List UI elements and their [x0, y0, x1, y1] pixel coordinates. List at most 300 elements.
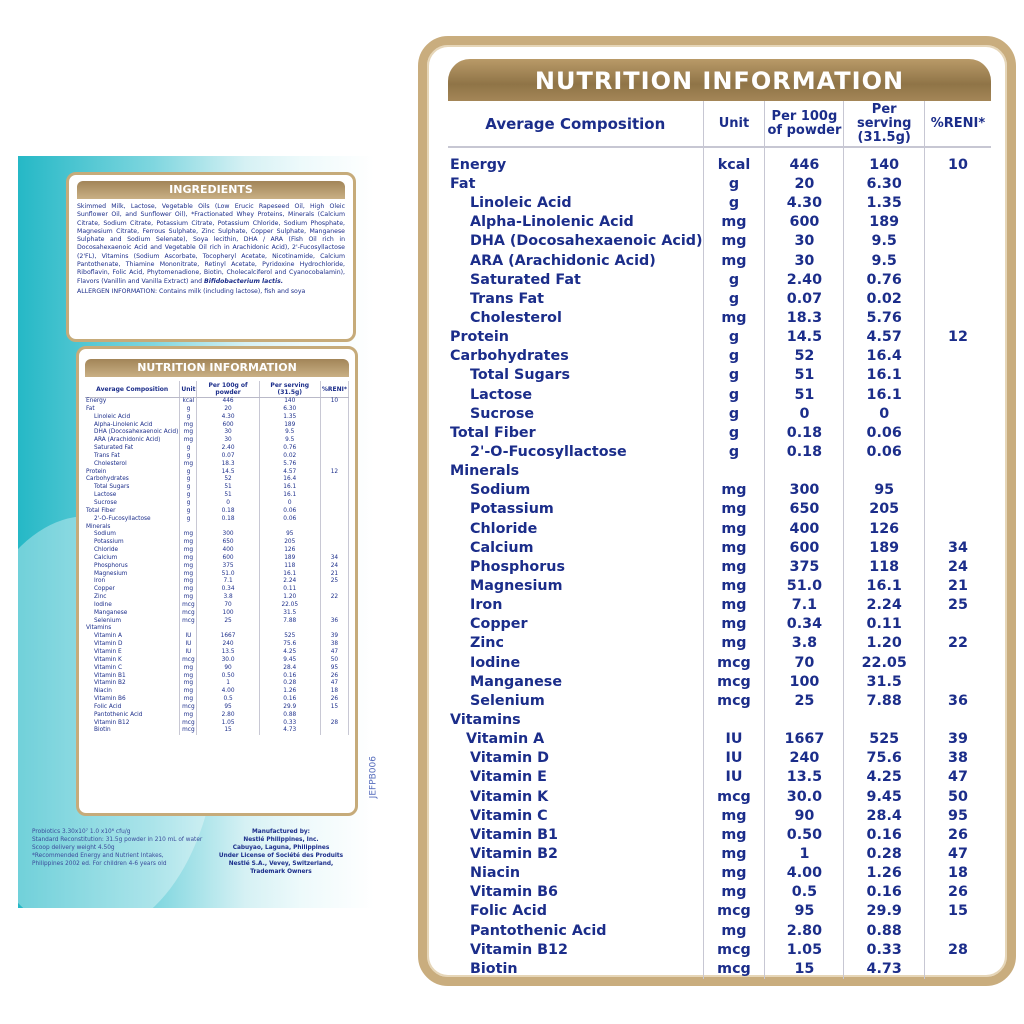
- mini-table-row: [85, 555, 349, 563]
- cell-reni: 38: [948, 750, 968, 767]
- mini-cell-p100: 51: [197, 492, 259, 500]
- cell-unit: g: [703, 290, 765, 309]
- cell-unit: IU: [703, 730, 765, 749]
- cell-reni: [924, 290, 991, 309]
- mini-table-row: [85, 680, 349, 688]
- mini-cell-serving: 4.57: [259, 469, 320, 477]
- cell-name: Chloride: [448, 520, 703, 539]
- mini-cell-unit: mcg: [180, 727, 197, 735]
- manufacturer-line: Nestlé Philippines, Inc.: [243, 837, 319, 843]
- mini-cell-unit: mg: [180, 578, 197, 586]
- mini-cell-unit: mg: [180, 571, 197, 579]
- mini-cell-p100: 51: [197, 484, 259, 492]
- mini-nutrition-rows: [85, 398, 349, 736]
- cell-unit: mg: [703, 500, 765, 519]
- cell-serving: 140: [844, 147, 925, 175]
- mini-cell-reni: [320, 508, 348, 516]
- cell-reni: 39: [948, 731, 968, 748]
- mini-cell-serving: 2.24: [259, 578, 320, 586]
- manufacturer-line: Under License of Société des Produits: [218, 853, 344, 859]
- cell-unit: mg: [703, 864, 765, 883]
- mini-cell-serving: 0.11: [259, 586, 320, 594]
- mini-table-row: [85, 492, 349, 500]
- ingredients-list: Skimmed Milk, Lactose, Vegetable Oils (Low Erucic Rapeseed Oil, High Oleic Sunflower Oil, and Sunflower Oil), *Fractionated Whey Proteins, Minerals (Calcium Citrate, Sodium Citrate, Potassium Citrate, Potassium Chloride, Sodium Phosphate, Magnesium Citrate, Ferrous Sulphate, Zinc Sulphate, Copper Sulphate, Manganese Sulphate and Sodium Selenate), Soya lecithin, DHA / ARA (Fish Oil rich in Docosahexaenoic Acid and Vegetable Oil rich in Arachidonic Acid), 2'-Fucosyllactose (2'FL), Vitamins (Sodium Ascorbate, Tocopheryl Acetate, Nicotinamide, Calcium Pantothenate, Thiamine Mononitrate, Retinyl Acetate, Pyridoxine Hydrochloride, Riboflavin, Folic Acid, Phytomenadione, Biotin, Cholecalciferol and Cyanocobalamin), Flavors (Vanillin and Vanilla Extract) and: [77, 203, 345, 285]
- table-row: [448, 941, 991, 960]
- mini-cell-unit: g: [180, 469, 197, 477]
- mini-cell-serving: 5.76: [259, 461, 320, 469]
- cell-p100: 650: [765, 500, 844, 519]
- header-composition: Average Composition: [448, 101, 703, 147]
- mini-cell-p100: 0.18: [197, 508, 259, 516]
- mini-cell-unit: mg: [180, 437, 197, 445]
- mini-cell-p100: 240: [197, 641, 259, 649]
- mini-cell-unit: mg: [180, 531, 197, 539]
- mini-cell-reni: 95: [320, 665, 348, 673]
- mini-table-row: [85, 531, 349, 539]
- table-row: [448, 711, 991, 730]
- mini-table-row: [85, 578, 349, 586]
- mini-cell-name: Pantothenic Acid: [85, 712, 180, 720]
- cell-name: Alpha-Linolenic Acid: [448, 213, 703, 232]
- table-row: [448, 883, 991, 902]
- cell-p100: 375: [765, 558, 844, 577]
- mini-table-row: [85, 720, 349, 728]
- mini-cell-name: Vitamin A: [85, 633, 180, 641]
- cell-reni: 21: [948, 578, 968, 595]
- mini-cell-p100: 0: [197, 500, 259, 508]
- ingredients-card: [66, 172, 356, 342]
- footer-note: *Recommended Energy and Nutrient Intakes,: [32, 853, 164, 859]
- table-row: [448, 175, 991, 194]
- cell-name: Vitamin B12: [448, 941, 703, 960]
- cell-name: Biotin: [448, 960, 703, 979]
- table-row: [448, 615, 991, 634]
- cell-p100: 100: [765, 673, 844, 692]
- cell-serving: 16.4: [844, 347, 925, 366]
- mini-cell-reni: [320, 406, 348, 414]
- cell-serving: 0.28: [844, 845, 925, 864]
- table-row: [448, 290, 991, 309]
- mini-cell-unit: mg: [180, 696, 197, 704]
- cell-serving: 0.11: [844, 615, 925, 634]
- cell-reni: 26: [948, 884, 968, 901]
- cell-name: Trans Fat: [448, 290, 703, 309]
- cell-unit: g: [703, 347, 765, 366]
- cell-unit: mg: [703, 826, 765, 845]
- cell-p100: 30.0: [765, 788, 844, 807]
- mini-cell-p100: 14.5: [197, 469, 259, 477]
- cell-name: Folic Acid: [448, 902, 703, 921]
- mini-table-row: [85, 524, 349, 532]
- cell-p100: 2.40: [765, 271, 844, 290]
- cell-name: Copper: [448, 615, 703, 634]
- cell-p100: 30: [765, 252, 844, 271]
- manufacturer-line: Cabuyao, Laguna, Philippines: [232, 845, 330, 851]
- cell-name: Iodine: [448, 654, 703, 673]
- mini-cell-unit: IU: [180, 641, 197, 649]
- mini-cell-serving: 1.20: [259, 594, 320, 602]
- nutrition-card-inner: [448, 59, 991, 977]
- mini-cell-unit: g: [180, 508, 197, 516]
- cell-name: Vitamin B1: [448, 826, 703, 845]
- table-row: [448, 271, 991, 290]
- mini-cell-serving: 28.4: [259, 665, 320, 673]
- cell-p100: 1.05: [765, 941, 844, 960]
- cell-name: Sodium: [448, 481, 703, 500]
- package-panel: [18, 156, 378, 908]
- mini-cell-serving: 4.73: [259, 727, 320, 735]
- mini-cell-name: Vitamin K: [85, 657, 180, 665]
- mini-cell-unit: kcal: [180, 398, 197, 406]
- mini-cell-reni: [320, 484, 348, 492]
- mini-cell-name: Niacin: [85, 688, 180, 696]
- mini-cell-name: Magnesium: [85, 571, 180, 579]
- mini-cell-name: 2'-O-Fucosyllactose: [85, 516, 180, 524]
- mini-table-row: [85, 633, 349, 641]
- table-row: [448, 634, 991, 653]
- mini-cell-p100: 51.0: [197, 571, 259, 579]
- mini-cell-reni: 18: [320, 688, 348, 696]
- mini-header-unit: Unit: [180, 381, 197, 398]
- mini-cell-reni: [320, 437, 348, 445]
- mini-cell-serving: 0.88: [259, 712, 320, 720]
- mini-cell-p100: 25: [197, 618, 259, 626]
- mini-cell-unit: mcg: [180, 657, 197, 665]
- table-row: [448, 558, 991, 577]
- mini-cell-serving: 126: [259, 547, 320, 555]
- cell-unit: mg: [703, 309, 765, 328]
- cell-unit: mg: [703, 921, 765, 940]
- mini-table-row: [85, 414, 349, 422]
- mini-cell-name: Vitamins: [85, 625, 180, 633]
- table-row: [448, 386, 991, 405]
- cell-serving: [844, 711, 925, 730]
- mini-cell-reni: [320, 516, 348, 524]
- cell-reni: [924, 443, 991, 462]
- cell-name: Total Fiber: [448, 424, 703, 443]
- mini-cell-reni: 26: [320, 673, 348, 681]
- allergen-info: ALLERGEN INFORMATION: Contains milk (including lactose), fish and soya: [77, 287, 306, 295]
- cell-unit: mg: [703, 213, 765, 232]
- cell-p100: 13.5: [765, 768, 844, 787]
- table-row: [448, 424, 991, 443]
- mini-cell-unit: [180, 524, 197, 532]
- cell-p100: 0.50: [765, 826, 844, 845]
- mini-cell-reni: [320, 610, 348, 618]
- cell-p100: 18.3: [765, 309, 844, 328]
- cell-serving: 0.16: [844, 883, 925, 902]
- cell-p100: 1667: [765, 730, 844, 749]
- cell-serving: 0.88: [844, 921, 925, 940]
- mini-table-row: [85, 429, 349, 437]
- table-row: [448, 826, 991, 845]
- cell-name: Vitamin D: [448, 749, 703, 768]
- mini-cell-p100: 1: [197, 680, 259, 688]
- cell-serving: 4.73: [844, 960, 925, 979]
- mini-cell-name: Energy: [85, 398, 180, 406]
- mini-table-row: [85, 696, 349, 704]
- cell-serving: 1.20: [844, 634, 925, 653]
- table-row: [448, 596, 991, 615]
- cell-p100: 0.5: [765, 883, 844, 902]
- mini-cell-reni: [320, 414, 348, 422]
- mini-cell-unit: mg: [180, 594, 197, 602]
- table-row: [448, 147, 991, 175]
- mini-cell-reni: 34: [320, 555, 348, 563]
- mini-cell-serving: 0.06: [259, 516, 320, 524]
- ingredients-text: [77, 203, 345, 286]
- mini-cell-p100: 95: [197, 704, 259, 712]
- cell-unit: mg: [703, 596, 765, 615]
- mini-cell-reni: [320, 492, 348, 500]
- cell-unit: IU: [703, 749, 765, 768]
- cell-serving: 2.24: [844, 596, 925, 615]
- mini-cell-p100: 13.5: [197, 649, 259, 657]
- mini-header-reni: %RENI*: [320, 381, 348, 398]
- mini-cell-serving: 0.28: [259, 680, 320, 688]
- mini-cell-name: Iron: [85, 578, 180, 586]
- table-row: [448, 462, 991, 481]
- mini-cell-unit: g: [180, 406, 197, 414]
- cell-reni: [924, 271, 991, 290]
- mini-cell-p100: 52: [197, 476, 259, 484]
- mini-cell-reni: [320, 602, 348, 610]
- mini-cell-serving: [259, 524, 320, 532]
- cell-p100: 7.1: [765, 596, 844, 615]
- cell-p100: 3.8: [765, 634, 844, 653]
- mini-cell-p100: 2.80: [197, 712, 259, 720]
- cell-unit: mcg: [703, 692, 765, 711]
- mini-cell-p100: 650: [197, 539, 259, 547]
- cell-reni: [924, 309, 991, 328]
- mini-cell-serving: 95: [259, 531, 320, 539]
- mini-cell-serving: 0.16: [259, 673, 320, 681]
- mini-table-row: [85, 618, 349, 626]
- mini-cell-name: Lactose: [85, 492, 180, 500]
- mini-cell-p100: 30: [197, 437, 259, 445]
- cell-name: Minerals: [448, 462, 703, 481]
- mini-cell-unit: IU: [180, 633, 197, 641]
- mini-cell-serving: 0.76: [259, 445, 320, 453]
- mini-cell-name: Calcium: [85, 555, 180, 563]
- mini-cell-name: Manganese: [85, 610, 180, 618]
- mini-cell-reni: [320, 476, 348, 484]
- mini-cell-serving: 0.06: [259, 508, 320, 516]
- mini-cell-unit: mcg: [180, 618, 197, 626]
- cell-p100: 0: [765, 405, 844, 424]
- mini-cell-name: Linoleic Acid: [85, 414, 180, 422]
- cell-reni: [924, 481, 991, 500]
- mini-cell-unit: mg: [180, 680, 197, 688]
- mini-table-row: [85, 437, 349, 445]
- mini-cell-serving: 0: [259, 500, 320, 508]
- mini-cell-name: Folic Acid: [85, 704, 180, 712]
- table-row: [448, 692, 991, 711]
- cell-reni: [924, 960, 991, 979]
- mini-cell-reni: 12: [320, 469, 348, 477]
- mini-cell-serving: 16.4: [259, 476, 320, 484]
- cell-serving: 22.05: [844, 654, 925, 673]
- cell-p100: 0.34: [765, 615, 844, 634]
- cell-serving: 16.1: [844, 386, 925, 405]
- mini-table-row: [85, 727, 349, 735]
- header-serving: Per serving (31.5g): [844, 101, 925, 147]
- table-row: [448, 807, 991, 826]
- mini-table-row: [85, 673, 349, 681]
- mini-cell-reni: [320, 422, 348, 430]
- cell-serving: 1.26: [844, 864, 925, 883]
- mini-cell-name: Vitamin B6: [85, 696, 180, 704]
- cell-reni: 25: [948, 597, 968, 614]
- mini-table-row: [85, 688, 349, 696]
- table-row: [448, 328, 991, 347]
- package-code: JEFPB006: [368, 756, 378, 799]
- cell-unit: mg: [703, 539, 765, 558]
- mini-cell-name: Potassium: [85, 539, 180, 547]
- mini-cell-name: Copper: [85, 586, 180, 594]
- cell-p100: 600: [765, 213, 844, 232]
- cell-name: Niacin: [448, 864, 703, 883]
- cell-serving: 16.1: [844, 577, 925, 596]
- cell-name: Vitamin E: [448, 768, 703, 787]
- mini-table-row: [85, 641, 349, 649]
- cell-serving: 75.6: [844, 749, 925, 768]
- mini-cell-serving: 1.26: [259, 688, 320, 696]
- cell-reni: 26: [948, 826, 968, 843]
- mini-cell-reni: 38: [320, 641, 348, 649]
- mini-cell-p100: [197, 524, 259, 532]
- cell-unit: g: [703, 194, 765, 213]
- mini-cell-serving: 7.88: [259, 618, 320, 626]
- table-row: [448, 768, 991, 787]
- mini-cell-serving: 31.5: [259, 610, 320, 618]
- cell-serving: 6.30: [844, 175, 925, 194]
- cell-reni: 15: [948, 903, 968, 920]
- cell-p100: 14.5: [765, 328, 844, 347]
- mini-cell-name: Vitamin D: [85, 641, 180, 649]
- cell-unit: mg: [703, 558, 765, 577]
- mini-cell-reni: [320, 453, 348, 461]
- mini-cell-p100: 4.30: [197, 414, 259, 422]
- manufacturer-line: Manufactured by:: [252, 829, 310, 835]
- mini-header-per100: Per 100g of powder: [197, 381, 259, 398]
- cell-unit: mcg: [703, 941, 765, 960]
- cell-name: Protein: [448, 328, 703, 347]
- mini-cell-unit: mcg: [180, 704, 197, 712]
- mini-cell-p100: 15: [197, 727, 259, 735]
- mini-cell-p100: 100: [197, 610, 259, 618]
- cell-p100: 0.07: [765, 290, 844, 309]
- package-footer: [32, 828, 368, 888]
- mini-cell-unit: g: [180, 445, 197, 453]
- cell-p100: 240: [765, 749, 844, 768]
- cell-serving: 31.5: [844, 673, 925, 692]
- cell-name: Calcium: [448, 539, 703, 558]
- table-row: [448, 788, 991, 807]
- table-row: [448, 194, 991, 213]
- mini-cell-name: Sodium: [85, 531, 180, 539]
- mini-table-row: [85, 625, 349, 633]
- table-row: [448, 845, 991, 864]
- mini-cell-p100: 1667: [197, 633, 259, 641]
- mini-cell-reni: [320, 500, 348, 508]
- cell-p100: 1: [765, 845, 844, 864]
- cell-p100: 70: [765, 654, 844, 673]
- cell-name: Total Sugars: [448, 366, 703, 385]
- mini-cell-unit: mg: [180, 688, 197, 696]
- cell-reni: [924, 194, 991, 213]
- mini-cell-serving: 4.25: [259, 649, 320, 657]
- manufacturer-line: Nestlé S.A., Vevey, Switzerland,: [228, 861, 334, 867]
- mini-cell-name: Saturated Fat: [85, 445, 180, 453]
- mini-cell-serving: 29.9: [259, 704, 320, 712]
- cell-name: Saturated Fat: [448, 271, 703, 290]
- cell-unit: kcal: [703, 147, 765, 175]
- cell-reni: 22: [948, 635, 968, 652]
- cell-unit: mcg: [703, 788, 765, 807]
- mini-cell-name: Cholesterol: [85, 461, 180, 469]
- cell-serving: 126: [844, 520, 925, 539]
- mini-cell-reni: 22: [320, 594, 348, 602]
- mini-cell-p100: 30: [197, 429, 259, 437]
- mini-cell-reni: 15: [320, 704, 348, 712]
- manufacturer-info: [206, 828, 356, 876]
- mini-cell-reni: 26: [320, 696, 348, 704]
- mini-table-row: [85, 610, 349, 618]
- mini-cell-unit: mg: [180, 429, 197, 437]
- mini-table-row: [85, 422, 349, 430]
- mini-cell-name: Trans Fat: [85, 453, 180, 461]
- mini-cell-p100: 1.05: [197, 720, 259, 728]
- mini-cell-serving: 0.02: [259, 453, 320, 461]
- cell-name: Zinc: [448, 634, 703, 653]
- cell-reni: [924, 347, 991, 366]
- mini-table-row: [85, 649, 349, 657]
- cell-serving: 118: [844, 558, 925, 577]
- mini-cell-reni: [320, 727, 348, 735]
- table-row: [448, 500, 991, 519]
- cell-name: Phosphorus: [448, 558, 703, 577]
- mini-table-row: [85, 500, 349, 508]
- mini-cell-reni: 47: [320, 680, 348, 688]
- mini-cell-name: Vitamin B12: [85, 720, 180, 728]
- cell-unit: mg: [703, 883, 765, 902]
- cell-name: Manganese: [448, 673, 703, 692]
- mini-cell-reni: [320, 531, 348, 539]
- cell-name: Energy: [448, 147, 703, 175]
- mini-cell-unit: mg: [180, 712, 197, 720]
- cell-name: Pantothenic Acid: [448, 921, 703, 940]
- cell-name: Vitamin B6: [448, 883, 703, 902]
- mini-cell-p100: 600: [197, 555, 259, 563]
- cell-reni: 47: [948, 769, 968, 786]
- cell-serving: 9.45: [844, 788, 925, 807]
- table-row: [448, 921, 991, 940]
- cell-unit: mg: [703, 807, 765, 826]
- cell-serving: 0.02: [844, 290, 925, 309]
- mini-table-row: [85, 516, 349, 524]
- mini-cell-name: Vitamin B1: [85, 673, 180, 681]
- mini-cell-p100: 0.34: [197, 586, 259, 594]
- nutrition-card: [418, 36, 1016, 986]
- mini-cell-serving: 6.30: [259, 406, 320, 414]
- cell-reni: [924, 366, 991, 385]
- cell-p100: 15: [765, 960, 844, 979]
- mini-table-row: [85, 508, 349, 516]
- cell-reni: 24: [948, 558, 968, 575]
- mini-cell-serving: 0.16: [259, 696, 320, 704]
- cell-serving: 4.25: [844, 768, 925, 787]
